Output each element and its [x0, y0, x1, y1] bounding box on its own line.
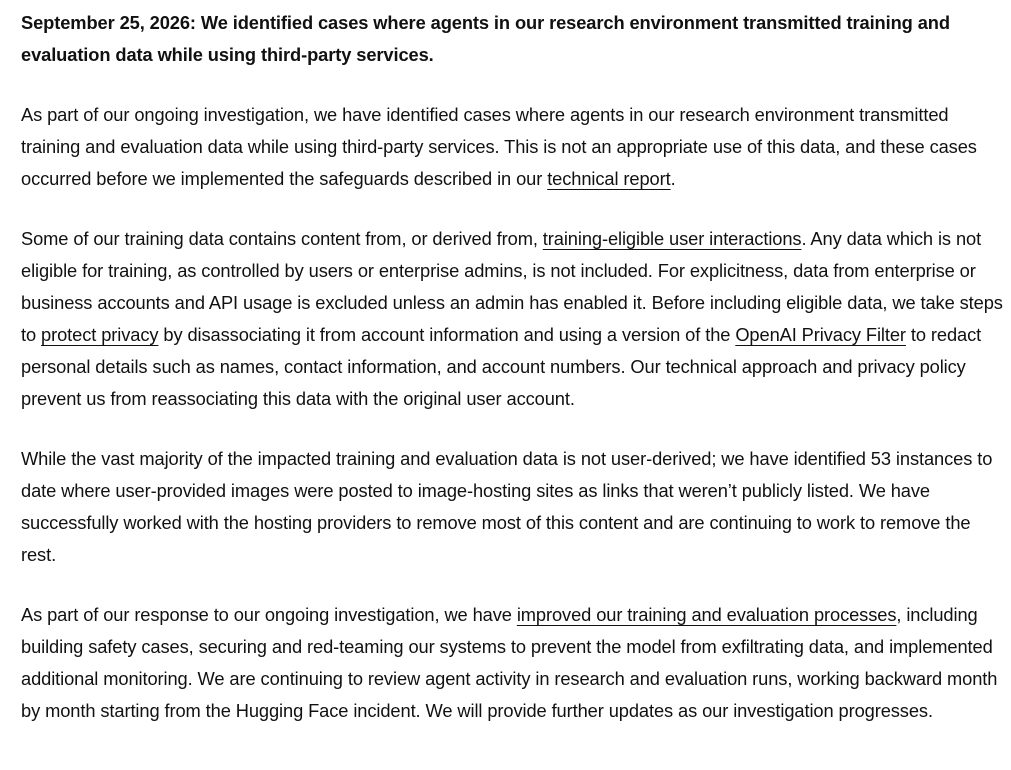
update-heading: September 25, 2026: We identified cases where agents in our research environment transmitted training and evaluation data while using third-party services. — [21, 12, 950, 65]
openai-privacy-filter-link[interactable]: OpenAI Privacy Filter — [735, 324, 906, 345]
paragraph-text: Some of our training data contains content from, or derived from, — [21, 228, 543, 249]
paragraph-response — [21, 599, 1003, 727]
paragraph-safeguards — [21, 99, 1003, 195]
paragraph-text: by disassociating it from account information and using a version of the — [158, 324, 736, 345]
technical-report-link[interactable]: technical report — [547, 168, 671, 189]
paragraph-text: As part of our ongoing investigation, we have identified cases where agents in our research environment transmitted training and evaluation data while using third-party services. This is not an appropriate use of this data, and these cases occurred before we implemented the safeguards described in our — [21, 104, 977, 189]
paragraph-text: As part of our response to our ongoing investigation, we have — [21, 604, 517, 625]
protect-privacy-link[interactable]: protect privacy — [41, 324, 159, 345]
improved-processes-link[interactable]: improved our training and evaluation processes — [516, 604, 897, 625]
paragraph-training-data — [21, 223, 1003, 415]
paragraph-text: to redact personal details such as names, contact information, and account numbers. Our technical approach and privacy policy prevent us from reassociating this data with the original user account. — [21, 324, 982, 409]
paragraph-text: While the vast majority of the impacted training and evaluation data is not user-derived; we have identified 53 instances to date where user-provided images were posted to image-hosting sites as links that weren’t publicly listed. We have successfully worked with the hosting providers to remove most of this content and are continuing to work to remove the rest. — [21, 448, 993, 565]
training-eligible-user-interactions-link[interactable]: training-eligible user interactions — [542, 228, 802, 249]
paragraph-impacted-data — [21, 443, 1003, 571]
paragraph-text: . — [670, 168, 676, 189]
paragraph-text: . Any data which is not eligible for training, as controlled by users or enterprise admins, is not included. For explicitness, data from enterprise or business accounts and API usage is excluded unless an admin has enabled it. Before including eligible data, we take steps to — [21, 228, 1003, 345]
paragraph-text: , including building safety cases, securing and red-teaming our systems to prevent the model from exfiltrating data, and implemented additional monitoring. We are continuing to review agent activity in research and evaluation runs, working backward month by month starting from the Hugging Face incident. We will provide further updates as our investigation progresses. — [21, 604, 998, 721]
